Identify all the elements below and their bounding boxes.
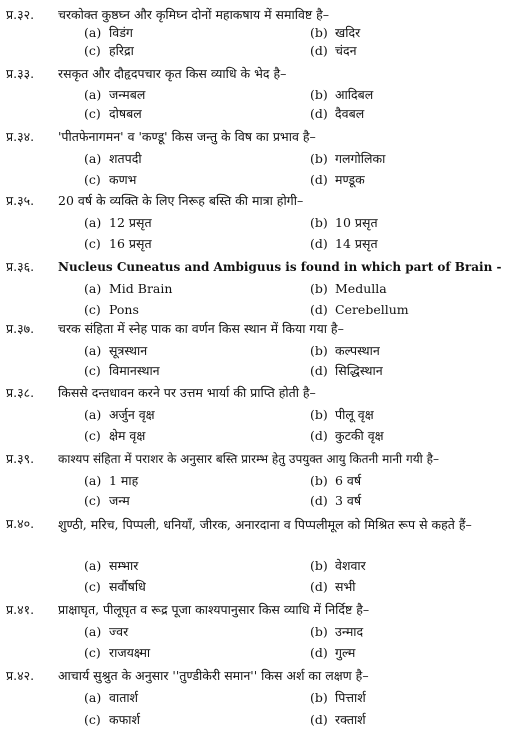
option-a: (a) सम्भार: [84, 558, 139, 573]
option-c: (c) कणभ: [84, 172, 137, 187]
option-b: (b) Medulla: [310, 281, 387, 296]
question-number: प्र.३२.: [6, 7, 35, 22]
option-b: (b) आदिबल: [310, 87, 374, 102]
option-a: (a) सूत्रस्थान: [84, 343, 148, 358]
question-number: प्र.४०.: [6, 516, 35, 531]
question-number: प्र.३९.: [6, 451, 35, 466]
question-text: किससे दन्तधावन करने पर उत्तम भार्या की प्राप्ति होती है–: [58, 385, 316, 400]
question-text: रसकृत और दौहृदपचार कृत किस व्याधि के भेद है–: [58, 66, 287, 81]
option-b: (b) पीलू वृक्ष: [310, 407, 374, 422]
question-number: प्र.४२.: [6, 668, 35, 683]
option-c: (c) दोषबल: [84, 106, 142, 121]
option-a: (a) ज्वर: [84, 624, 129, 639]
option-d: (d) 14 प्रसृत: [310, 236, 378, 251]
option-c: (c) विमानस्थान: [84, 363, 160, 378]
question-text: काश्यप संहिता में पराशर के अनुसार बस्ति प्रारम्भ हेतु उपयुक्त आयु कितनी मानी गयी है–: [58, 452, 439, 466]
option-b: (b) पित्तार्श: [310, 690, 366, 705]
question-text: चरक संहिता में स्नेह पाक का वर्णन किस स्थान में किया गया है–: [58, 321, 344, 336]
option-d: (d) सभी: [310, 579, 356, 594]
option-c: (c) कफार्श: [84, 712, 140, 727]
option-b: (b) 10 प्रसृत: [310, 215, 378, 230]
option-b: (b) खदिर: [310, 25, 361, 40]
option-d: (d) 3 वर्ष: [310, 493, 362, 508]
question-number: प्र.३४.: [6, 129, 35, 144]
option-a: (a) जन्मबल: [84, 87, 146, 102]
option-b: (b) 6 वर्ष: [310, 473, 362, 488]
question-text: 20 वर्ष के व्यक्ति के लिए निरूह बस्ति की मात्रा होगी–: [58, 193, 304, 208]
option-c: (c) क्षेम वृक्ष: [84, 428, 146, 443]
option-c: (c) हरिद्रा: [84, 43, 134, 58]
option-a: (a) वातार्श: [84, 690, 139, 705]
option-d: (d) दैवबल: [310, 106, 365, 121]
question-text: आचार्य सुश्रुत के अनुसार ''तुण्डीकेरी समान'' किस अर्श का लक्षण है–: [58, 668, 369, 683]
option-c: (c) Pons: [84, 302, 139, 317]
question-text: Nucleus Cuneatus and Ambiguus is found in which part of Brain -: [58, 260, 502, 274]
option-d: (d) मण्डूक: [310, 172, 365, 187]
option-a: (a) 12 प्रसृत: [84, 215, 152, 230]
option-a: (a) अर्जुन वृक्ष: [84, 407, 155, 422]
question-number: प्र.३५.: [6, 193, 35, 208]
option-c: (c) 16 प्रसृत: [84, 236, 152, 251]
question-number: प्र.३८.: [6, 385, 35, 400]
option-d: (d) सिद्धिस्थान: [310, 363, 383, 378]
question-number: प्र.३६.: [6, 259, 35, 274]
option-c: (c) राजयक्ष्मा: [84, 645, 151, 660]
option-a: (a) शतपदी: [84, 151, 142, 166]
option-d: (d) Cerebellum: [310, 302, 409, 317]
option-c: (c) सर्वौषधि: [84, 579, 146, 594]
option-d: (d) रक्तार्श: [310, 712, 366, 727]
question-text: चरकोक्त कुष्ठघ्न और कृमिघ्न दोनों महाकषाय में समाविष्ट है–: [58, 7, 330, 22]
option-a: (a) 1 माह: [84, 473, 139, 488]
question-number: प्र.३३.: [6, 66, 35, 81]
question-text: 'पीतफेनागमन' व 'कण्डू' किस जन्तु के विष का प्रभाव है–: [58, 129, 316, 144]
option-d: (d) गुल्म: [310, 645, 356, 660]
question-text: प्राक्षाघृत, पीलूघृत व रूद्र पूजा काश्यपानुसार किस व्याधि में निर्दिष्ट है–: [58, 602, 370, 617]
option-b: (b) कल्पस्थान: [310, 343, 380, 358]
question-text: शुण्ठी, मरिच, पिप्पली, धनियाँ, जीरक, अनारदाना व पिप्पलीमूल को मिश्रित रूप से कहते हैं–: [58, 517, 472, 532]
option-d: (d) कुटकी वृक्ष: [310, 428, 384, 443]
option-c: (c) जन्म: [84, 493, 130, 508]
option-b: (b) वेशवार: [310, 558, 366, 573]
option-b: (b) उन्माद: [310, 624, 364, 639]
option-d: (d) चंदन: [310, 43, 357, 58]
question-number: प्र.४१.: [6, 602, 35, 617]
option-a: (a) विडंग: [84, 25, 133, 40]
option-b: (b) गलगोलिका: [310, 151, 386, 166]
option-a: (a) Mid Brain: [84, 281, 173, 296]
question-number: प्र.३७.: [6, 321, 35, 336]
